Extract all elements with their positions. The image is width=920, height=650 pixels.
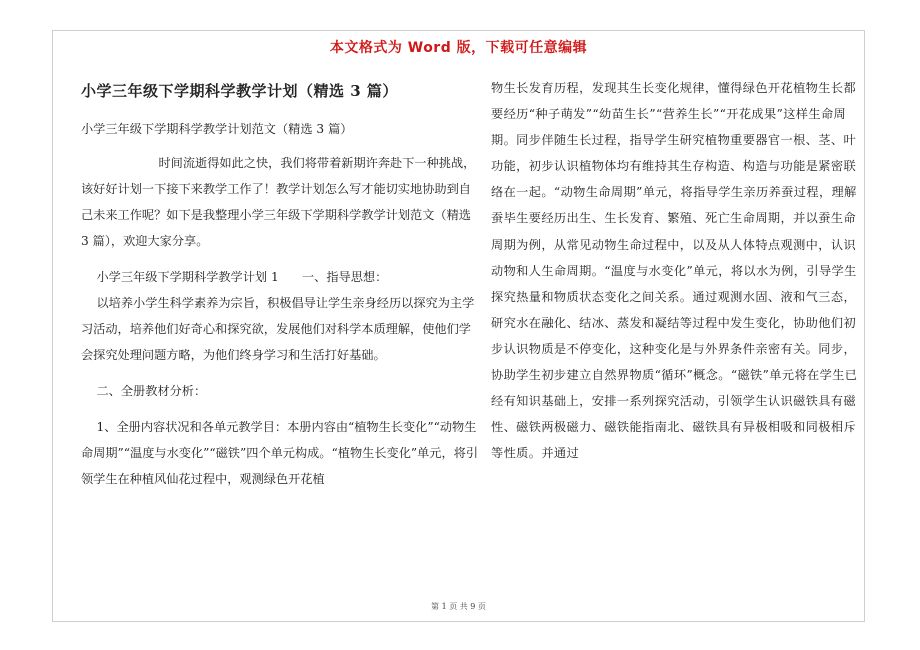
section-two-heading: 二、全册教材分析： — [81, 384, 207, 398]
right-column — [491, 75, 861, 466]
guiding-thought-paragraph: 以培养小学生科学素养为宗旨，积极倡导让学生亲身经历以探究为主学习活动，培养他们好奇心和探究欲，发展他们对科学本质理解，使他们学会探究处理问题方略，为他们终身学习和生活打好基础。 — [81, 296, 475, 362]
intro-paragraph: 时间流逝得如此之快，我们将带着新期许奔赴下一种挑战，该好好计划一下接下来教学工作了！教学计划怎么写才能切实地协助到自己未来工作呢？如下是我整理小学三年级下学期科学教学计划范文（精选 3 篇），欢迎大家分享。 — [81, 156, 476, 248]
spacer — [81, 368, 479, 378]
left-column — [81, 80, 479, 492]
spacer — [81, 404, 479, 414]
plan-heading-paragraph: 小学三年级下学期科学教学计划 1 一、指导思想： — [81, 270, 388, 284]
spacer — [81, 254, 479, 264]
right-column-text: 物生长发育历程，发现其生长变化规律，懂得绿色开花植物生长都要经历“种子萌发”“幼苗生长”“营养生长”“开花成果”这样生命周期。同步伴随生长过程，指导学生研究植物重要器官一根、茎、叶功能，初步认识植物体均有维持其生存构造、构造与功能是紧密联络在一起。“动物生命周期”单元，将指导学生亲历养蚕过程，理解蚕毕生要经历出生、生长发育、繁殖、死亡生命周期，并以蚕生命周期为例，从常见动物生命过程中，以及从人体特点观测中，认识动物和人生命周期。“温度与水变化”单元，将以水为例，引导学生探究热量和物质状态变化之间关系。通过观测水固、液和气三态，研究水在融化、结冰、蒸发和凝结等过程中发生变化，协助他们初步认识物质是不停变化，这种变化是与外界条件亲密有关。同步，协助学生初步建立自然界物质“循环”概念。“磁铁”单元将在学生已经有知识基础上，安排一系列探究活动，引领学生认识磁铁具有磁性、磁铁两极磁力、磁铁能指南北、磁铁具有异极相吸和同极相斥等性质。并通过 — [491, 81, 858, 461]
document-page — [52, 30, 865, 622]
subtitle-paragraph: 小学三年级下学期科学教学计划范文（精选 3 篇） — [81, 122, 353, 136]
content-overview-paragraph: 1、全册内容状况和各单元教学目：本册内容由“植物生长变化”“动物生命周期”“温度与水变化”“磁铁”四个单元构成。“植物生长变化”单元，将引领学生在种植风仙花过程中，观测绿色开花植 — [81, 420, 479, 486]
page-footer: 第 1 页 共 9 页 — [431, 602, 486, 611]
document-title: 小学三年级下学期科学教学计划（精选 3 篇） — [81, 82, 398, 100]
word-format-banner: 本文格式为 Word 版，下载可任意编辑 — [329, 40, 588, 56]
